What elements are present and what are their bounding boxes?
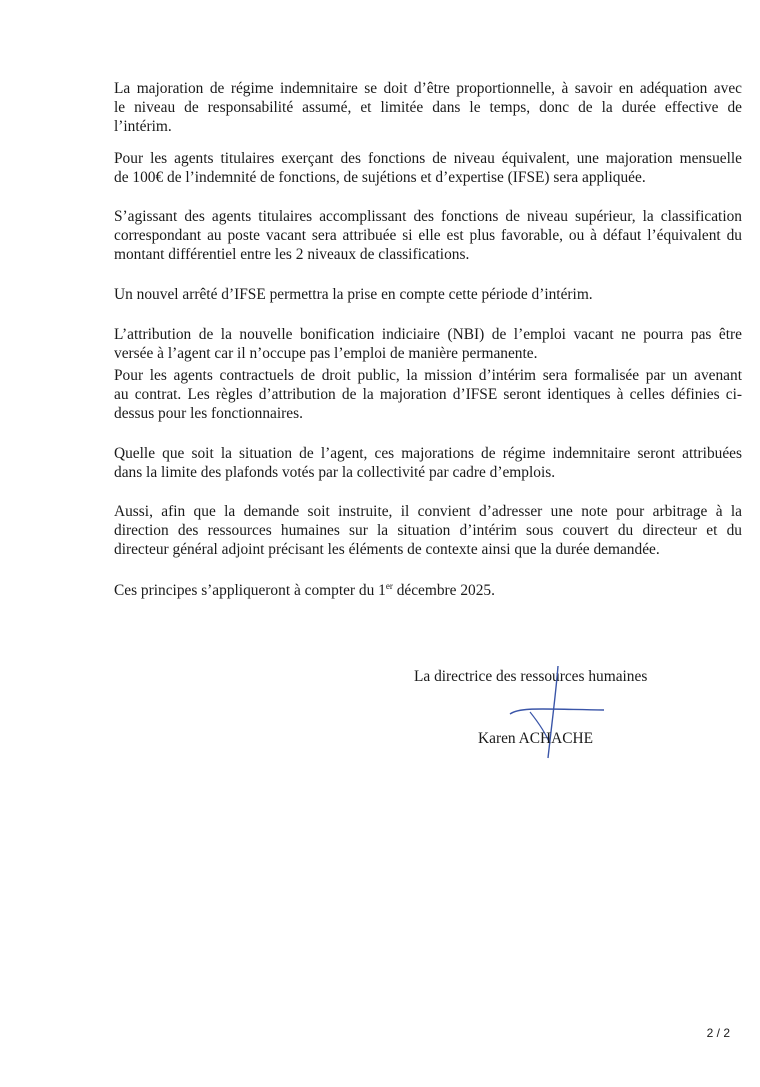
text-line: Pour les agents contractuels de droit public, la mission d’intérim sera formalisée par un avenant [114,367,742,384]
text-line: La majoration de régime indemnitaire se doit d’être proportionnelle, à savoir en adéquation avec [114,80,742,97]
text-line: Ces principes s’appliqueront à compter du 1er décembre 2025. [114,581,495,599]
paragraph-8 [114,502,742,559]
paragraph-7 [114,444,742,482]
superscript: er [385,581,393,591]
text-line: l’intérim. [114,118,172,135]
effective-date-paragraph [114,581,742,600]
paragraph-3 [114,207,742,264]
signatory-name: Karen ACHACHE [478,730,593,747]
page-number: 2 / 2 [706,1026,730,1040]
text-line: S’agissant des agents titulaires accomplissant des fonctions de niveau supérieur, la classification [114,208,742,225]
paragraph-2 [114,149,742,187]
paragraph-1 [114,79,742,136]
paragraph-5 [114,325,742,363]
text-line: Aussi, afin que la demande soit instruite, il convient d’adresser une note pour arbitrage à la [114,503,742,520]
text-line: versée à l’agent car il n’occupe pas l’emploi de manière permanente. [114,345,538,362]
paragraph-4 [114,285,742,304]
text-line: Un nouvel arrêté d’IFSE permettra la prise en compte cette période d’intérim. [114,286,593,303]
text-line: Pour les agents titulaires exerçant des fonctions de niveau équivalent, une majoration mensuelle [114,150,742,167]
signatory-title: La directrice des ressources humaines [414,668,648,685]
text-line: L’attribution de la nouvelle bonification indiciaire (NBI) de l’emploi vacant ne pourra pas être [114,326,742,343]
text-line: au contrat. Les règles d’attribution de la majoration d’IFSE seront identiques à celles définies ci- [114,386,742,403]
text-line: dessus pour les fonctionnaires. [114,405,303,422]
text-line: de 100€ de l’indemnité de fonctions, de sujétions et d’expertise (IFSE) sera appliquée. [114,169,646,186]
paragraph-6 [114,366,742,423]
text-line: directeur général adjoint précisant les éléments de contexte ainsi que la durée demandée. [114,541,660,558]
text-line: correspondant au poste vacant sera attribuée si elle est plus favorable, ou à défaut l’équivalent du [114,227,742,244]
text-line: Quelle que soit la situation de l’agent, ces majorations de régime indemnitaire seront attribuées [114,445,742,462]
text-line: dans la limite des plafonds votés par la collectivité par cadre d’emplois. [114,464,556,481]
text-line: direction des ressources humaines sur la situation d’intérim sous couvert du directeur et du [114,522,742,539]
text-line: montant différentiel entre les 2 niveaux de classifications. [114,246,470,263]
text-line: le niveau de responsabilité assumé, et limitée dans le temps, donc de la durée effective de [114,99,742,116]
